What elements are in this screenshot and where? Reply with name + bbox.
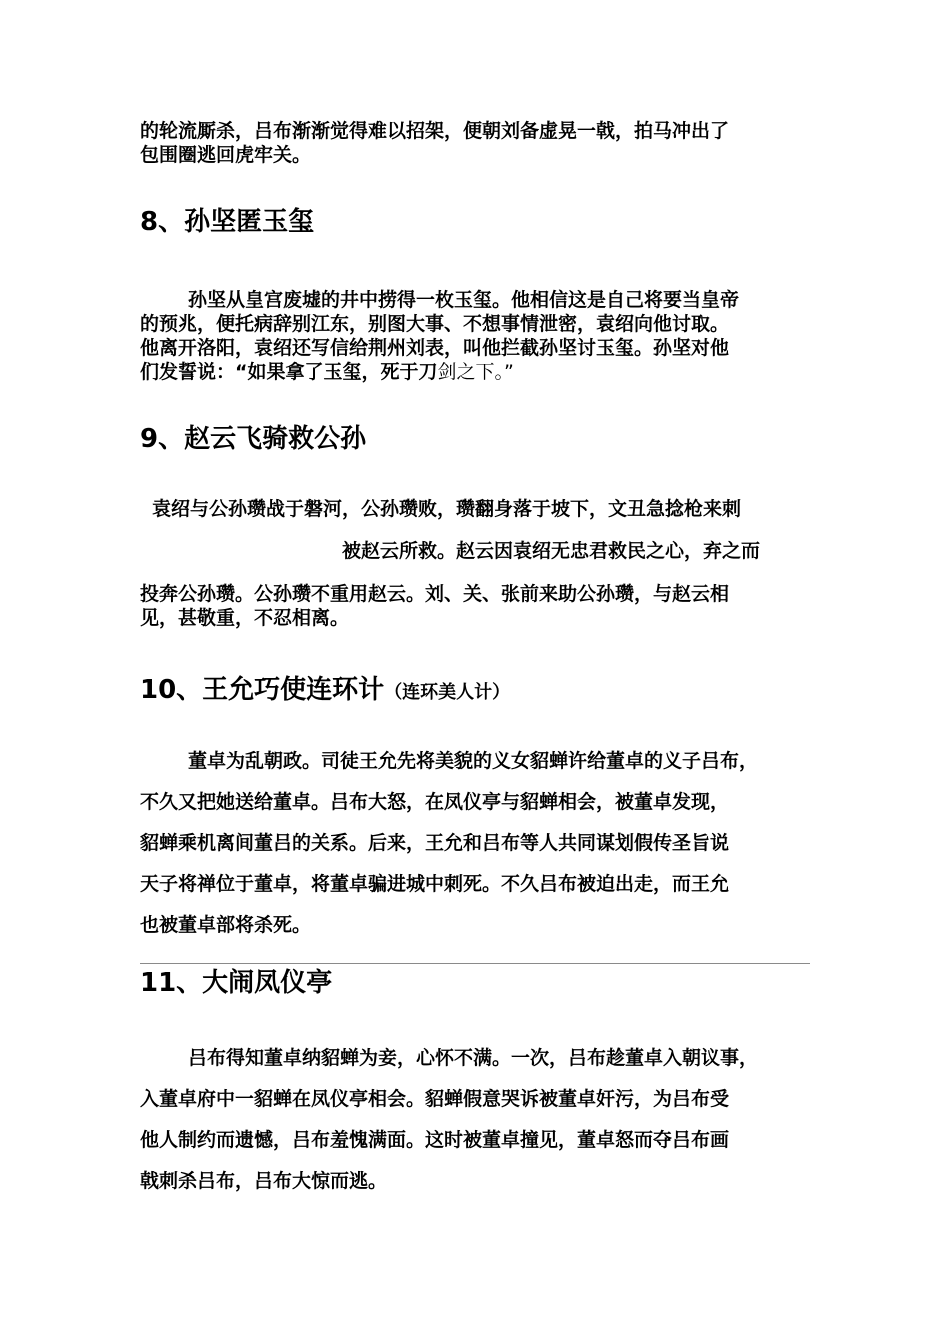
section-10-subtitle: （连环美人计）: [384, 682, 511, 703]
paragraph-line: 包围圈逃回虎牢关。: [140, 144, 312, 166]
section-10-paragraph: [140, 741, 820, 946]
section-8-heading: 8、孙坚匿玉玺: [140, 207, 315, 237]
paragraph-line: 吕布得知董卓纳貂蝉为妾，心怀不满。一次，吕布趁董卓入朝议事，: [188, 1047, 759, 1069]
paragraph-line: [140, 360, 820, 384]
paragraph-line: 戟刺杀吕布，吕布大惊而逃。: [140, 1170, 388, 1192]
paragraph-line: 他离开洛阳，袁绍还写信给荆州刘表，叫他拦截孙坚讨玉玺。孙坚对他: [140, 337, 730, 359]
paragraph-line: 投奔公孙瓒。公孙瓒不重用赵云。刘、关、张前来助公孙瓒，与赵云相: [140, 583, 730, 605]
paragraph-line: 也被董卓部将杀死。: [140, 914, 312, 936]
section-divider: [140, 963, 810, 964]
section-10-title: 10、王允巧使连环计: [140, 675, 385, 705]
intro-paragraph: [140, 119, 820, 167]
paragraph-line: 的轮流厮杀，吕布渐渐觉得难以招架，便朝刘备虚晃一戟，拍马冲出了: [140, 120, 730, 142]
section-9-line-1: 袁绍与公孙瓒战于磐河，公孙瓒败，瓒翻身落于坡下，文丑急捻枪来刺: [152, 498, 742, 520]
paragraph-line: 孙坚从皇宫废墟的井中捞得一枚玉玺。他相信这是自己将要当皇帝: [188, 289, 740, 311]
paragraph-line: 入董卓府中一貂蝉在凤仪亭相会。貂蝉假意哭诉被董卓奸污，为吕布受: [140, 1088, 730, 1110]
paragraph-line: 天子将禅位于董卓，将董卓骗进城中刺死。不久吕布被迫出走，而王允: [140, 873, 730, 895]
section-8-paragraph: [140, 288, 820, 384]
paragraph-line: 的预兆，便托病辞别江东，别图大事、不想事情泄密，袁绍向他讨取。: [140, 313, 730, 335]
section-9-paragraph: [140, 582, 820, 630]
section-11-heading: 11、大闹凤仪亭: [140, 968, 333, 998]
paragraph-line: 董卓为乱朝政。司徒王允先将美貌的义女貂蝉许给董卓的义子吕布，: [188, 750, 759, 772]
paragraph-line: 貂蝉乘机离间董吕的关系。后来，王允和吕布等人共同谋划假传圣旨说: [140, 832, 730, 854]
section-11-paragraph: [140, 1038, 820, 1202]
paragraph-line: 见，甚敬重，不忍相离。: [140, 607, 350, 629]
paragraph-line: 不久又把她送给董卓。吕布大怒，在凤仪亭与貂蝉相会，被董卓发现，: [140, 791, 730, 813]
paragraph-line: 他人制约而遗憾，吕布羞愧满面。这时被董卓撞见，董卓怒而夺吕布画: [140, 1129, 730, 1151]
paragraph-line-head: 们发誓说：“如果拿了玉玺，死于刀: [140, 361, 438, 383]
section-9-heading: 9、赵云飞骑救公孙: [140, 424, 367, 454]
paragraph-line-tail: 剑之下。”: [437, 361, 514, 383]
section-9-line-2: 被赵云所救。赵云因袁绍无忠君救民之心，弃之而: [342, 540, 761, 562]
section-10-heading: [140, 674, 510, 709]
